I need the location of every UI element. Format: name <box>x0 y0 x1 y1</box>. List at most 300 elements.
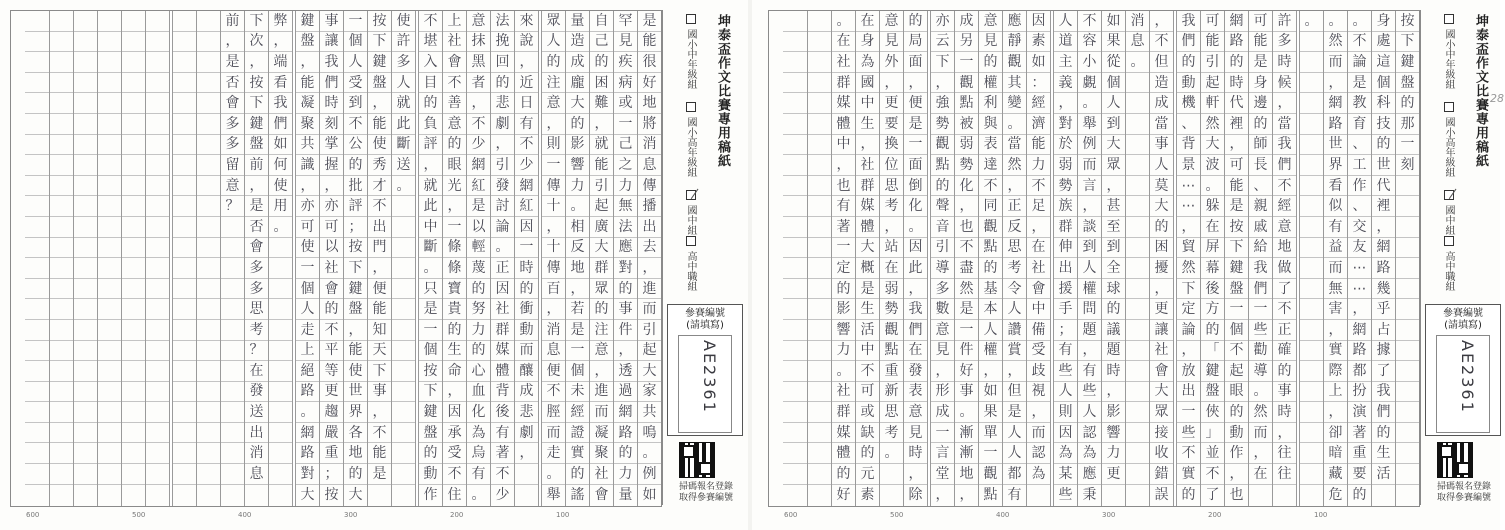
grid-cell <box>197 485 220 506</box>
grid-cell <box>98 258 121 279</box>
grid-cell: 便 <box>368 279 391 300</box>
grid-column <box>1248 11 1272 506</box>
grid-cell <box>50 52 73 73</box>
grid-cell: 的 <box>590 299 613 320</box>
grid-cell: 響 <box>1102 423 1125 444</box>
scan-note: 掃碼報名登錄 取得參賽編號 <box>1436 482 1491 503</box>
grid-column <box>1395 11 1419 506</box>
grid-column <box>343 11 367 506</box>
grid-cell: 作 <box>1225 443 1248 464</box>
grid-cell: 世 <box>1372 155 1395 176</box>
grid-cell: 的 <box>979 258 1002 279</box>
grid-cell: 化 <box>955 176 978 197</box>
grid-cell: 眼 <box>443 155 466 176</box>
grid-cell: 觀 <box>1003 52 1026 73</box>
grid-cell: 發 <box>904 361 927 382</box>
grid-cell: 基 <box>979 279 1002 300</box>
grid-cell: 觀 <box>955 73 978 94</box>
grid-cell: 批 <box>344 176 367 197</box>
grid-cell: 十 <box>542 196 565 217</box>
entry-id-value: AE2361 <box>700 340 719 414</box>
grid-cell: 一 <box>904 135 927 156</box>
grid-cell: 接 <box>1150 423 1173 444</box>
grid-cell: 。 <box>638 443 661 464</box>
grid-cell: 能 <box>368 114 391 135</box>
grid-cell: 網 <box>467 155 490 176</box>
checkbox[interactable] <box>686 14 696 24</box>
grid-cell: 可 <box>1225 155 1248 176</box>
grid-column <box>1371 11 1395 506</box>
grid-column <box>295 11 319 506</box>
grid-cell: 過 <box>614 382 637 403</box>
grid-cell <box>74 341 97 362</box>
grid-cell <box>50 114 73 135</box>
grid-cell: ， <box>880 217 903 238</box>
grid-cell: 能 <box>368 299 391 320</box>
entry-id-value: AE2361 <box>1458 340 1477 414</box>
grid-cell: 事 <box>955 382 978 403</box>
grid-cell: 悲 <box>515 402 538 423</box>
grade-option-elementary-middle[interactable] <box>1441 14 1456 89</box>
grid-cell: 站 <box>880 238 903 259</box>
grid-cell: 不 <box>955 238 978 259</box>
grid-cell: ， <box>1102 382 1125 403</box>
grid-cell: 導 <box>931 258 954 279</box>
grid-cell: 個 <box>419 341 442 362</box>
grid-cell: 正 <box>1273 320 1296 341</box>
grid-cell: 是 <box>566 320 589 341</box>
grid-cell: 們 <box>1177 32 1200 53</box>
grid-cell: 題 <box>1078 320 1101 341</box>
grid-cell: 凝 <box>590 423 613 444</box>
grid-cell: 而 <box>1078 155 1101 176</box>
grid-cell <box>146 135 169 156</box>
grid-cell: 是 <box>221 52 244 73</box>
grid-cell: 而 <box>542 423 565 444</box>
grid-cell <box>221 299 244 320</box>
grid-cell: 或 <box>856 402 879 423</box>
grid-cell: 按 <box>368 11 391 32</box>
grid-cell: 。 <box>269 217 292 238</box>
grid-cell: ， <box>1273 93 1296 114</box>
grid-cell: 下 <box>368 32 391 53</box>
scale-mark: 400 <box>238 511 252 519</box>
grid-cell: 元 <box>856 464 879 485</box>
grid-cell: 的 <box>1372 135 1395 156</box>
grid-cell: 的 <box>1177 52 1200 73</box>
grid-cell: 變 <box>1003 93 1026 114</box>
grid-cell <box>173 196 196 217</box>
grid-cell: 的 <box>1225 52 1248 73</box>
grid-cell: 的 <box>419 93 442 114</box>
grid-cell: 們 <box>320 73 343 94</box>
grid-cell <box>122 155 145 176</box>
grid-cell: 輕 <box>467 238 490 259</box>
grid-cell: 多 <box>245 258 268 279</box>
grid-cell: 透 <box>614 361 637 382</box>
grid-cell <box>1300 217 1323 238</box>
grid-cell: 鳴 <box>638 423 661 444</box>
grid-cell: ， <box>832 155 855 176</box>
grid-cell <box>173 135 196 156</box>
grid-cell: 抹 <box>467 32 490 53</box>
grid-cell: 、 <box>1348 135 1371 156</box>
grid-cell <box>74 217 97 238</box>
grid-cell: 界 <box>1324 155 1347 176</box>
grid-cell: 實 <box>1324 341 1347 362</box>
grid-cell: 討 <box>491 196 514 217</box>
grid-cell: 好 <box>638 73 661 94</box>
grid-cell: ⋯ <box>1177 196 1200 217</box>
grid-cell: ， <box>1324 73 1347 94</box>
grid-cell: 有 <box>491 423 514 444</box>
grid-cell: 能 <box>1249 32 1272 53</box>
grid-cell: 便 <box>904 93 927 114</box>
grid-cell: 疾 <box>614 52 637 73</box>
grid-cell: 能 <box>590 155 613 176</box>
grid-cell: 當 <box>1003 135 1026 156</box>
qr-code-icon[interactable] <box>1437 442 1473 478</box>
grid-cell: 力 <box>467 320 490 341</box>
grid-cell <box>74 279 97 300</box>
grid-cell: 路 <box>614 423 637 444</box>
grid-cell: 思 <box>245 299 268 320</box>
grid-cell <box>783 73 807 94</box>
grid-cell <box>74 11 97 32</box>
grid-cell: 義 <box>1054 73 1077 94</box>
grid-cell <box>122 176 145 197</box>
grid-cell: 按 <box>1225 217 1248 238</box>
grid-cell <box>221 443 244 464</box>
grid-cell: 有 <box>1054 341 1077 362</box>
grid-cell: 聚 <box>590 443 613 464</box>
grid-cell: 發 <box>491 176 514 197</box>
grid-cell: 或 <box>614 93 637 114</box>
grid-cell: 、 <box>1348 196 1371 217</box>
grade-option-junior-high[interactable] <box>1441 190 1456 235</box>
grid-cell: 科 <box>1372 93 1395 114</box>
grid-cell: 上 <box>443 11 466 32</box>
grid-cell <box>98 382 121 403</box>
grid-cell: 是 <box>1249 52 1272 73</box>
grid-cell: ， <box>1177 217 1200 238</box>
grid-cell: 面 <box>904 52 927 73</box>
grid-cell: 個 <box>1102 73 1125 94</box>
scale-mark: 200 <box>450 511 464 519</box>
grid-cell: 為 <box>1027 464 1050 485</box>
grid-cell: ， <box>904 73 927 94</box>
grid-cell: 地 <box>344 443 367 464</box>
grid-cell: 我 <box>1372 382 1395 403</box>
grid-cell: 應 <box>1078 464 1101 485</box>
grid-cell: 。 <box>491 238 514 259</box>
grid-cell: 負 <box>419 114 442 135</box>
grid-cell <box>1126 114 1149 135</box>
grid-cell <box>269 443 292 464</box>
grid-cell: 不 <box>856 361 879 382</box>
grid-cell <box>1300 485 1323 506</box>
grid-cell: 聲 <box>931 196 954 217</box>
grid-column <box>220 11 244 506</box>
grid-cell: 各 <box>344 423 367 444</box>
grid-cell: 困 <box>1150 238 1173 259</box>
grid-cell: 網 <box>515 176 538 197</box>
grade-label: 國小中年級組 <box>1443 29 1454 89</box>
grid-cell: 更 <box>880 93 903 114</box>
grid-cell: 而 <box>638 299 661 320</box>
grid-cell <box>783 464 807 485</box>
grid-cell: 看 <box>1324 176 1347 197</box>
grid-cell: 趨 <box>320 402 343 423</box>
entry-id-field[interactable] <box>1436 335 1490 433</box>
grid-cell <box>783 135 807 156</box>
grid-cell: 濟 <box>1027 114 1050 135</box>
grid-cell: 缺 <box>856 423 879 444</box>
grid-cell: 有 <box>1078 361 1101 382</box>
grid-cell: 。 <box>1201 176 1224 197</box>
grid-cell: 群 <box>856 176 879 197</box>
grid-cell: 下 <box>1177 279 1200 300</box>
grid-cell <box>1300 155 1323 176</box>
grid-cell: 命 <box>443 361 466 382</box>
grid-cell <box>146 443 169 464</box>
grid-cell: 上 <box>1324 382 1347 403</box>
grid-cell: 問 <box>1078 299 1101 320</box>
grid-cell <box>1300 464 1323 485</box>
grid-cell <box>50 238 73 259</box>
grade-option-elementary-middle[interactable] <box>683 14 698 89</box>
grid-cell: 消 <box>245 443 268 464</box>
grid-cell: 劇 <box>515 423 538 444</box>
grid-cell: 大 <box>1150 196 1173 217</box>
grid-cell: 釀 <box>515 361 538 382</box>
grid-cell: 意 <box>590 341 613 362</box>
grid-cell: 個 <box>296 279 319 300</box>
grid-cell: 大 <box>1102 135 1125 156</box>
grid-cell: 盤 <box>245 135 268 156</box>
grid-cell: 更 <box>1102 464 1125 485</box>
checkbox[interactable] <box>686 236 696 246</box>
grid-column <box>145 11 169 506</box>
grid-cell: 著 <box>491 443 514 464</box>
grid-cell: 去 <box>638 238 661 259</box>
form-sidebar-left <box>662 10 747 505</box>
grid-cell: 觀 <box>979 464 1002 485</box>
grid-cell: 體 <box>832 443 855 464</box>
grid-cell: 一 <box>1249 299 1272 320</box>
checkbox-checked[interactable] <box>1444 190 1454 200</box>
grid-cell: ⋯ <box>1348 279 1371 300</box>
grid-cell: 量 <box>618 486 633 503</box>
grid-cell <box>1126 135 1149 156</box>
grid-column <box>1347 11 1371 506</box>
grid-cell <box>25 485 49 506</box>
grid-cell <box>197 279 220 300</box>
grid-cell <box>50 155 73 176</box>
grid-cell <box>808 361 831 382</box>
grid-cell <box>1126 217 1149 238</box>
grid-cell <box>197 114 220 135</box>
grid-cell: 多 <box>931 279 954 300</box>
entry-id-field[interactable] <box>678 335 732 433</box>
grid-column <box>73 11 97 506</box>
grid-cell: 中 <box>856 93 879 114</box>
grid-cell <box>783 361 807 382</box>
grid-column <box>1101 11 1125 506</box>
grid-cell: 援 <box>1054 279 1077 300</box>
grid-cell <box>1300 341 1323 362</box>
grid-cell: 引 <box>638 320 661 341</box>
grid-cell: 傳 <box>542 176 565 197</box>
grid-cell <box>74 320 97 341</box>
grid-cell: 作 <box>423 486 438 503</box>
grid-cell <box>197 176 220 197</box>
grid-cell: 留 <box>221 155 244 176</box>
grid-cell <box>1126 155 1149 176</box>
grid-cell: 使 <box>344 361 367 382</box>
checkbox[interactable] <box>1444 102 1454 112</box>
grid-cell <box>808 11 831 32</box>
grid-cell: 秀 <box>368 155 391 176</box>
grid-cell: 考 <box>880 423 903 444</box>
grid-cell: ？ <box>245 341 268 362</box>
grid-cell <box>25 258 49 279</box>
grid-cell: 手 <box>1054 299 1077 320</box>
grid-cell <box>1126 73 1149 94</box>
grid-cell: 會 <box>1150 361 1173 382</box>
grid-cell: 貴 <box>443 299 466 320</box>
grid-cell: 的 <box>467 279 490 300</box>
grid-cell <box>221 361 244 382</box>
checkbox[interactable] <box>686 102 696 112</box>
grid-cell: 意 <box>979 11 1002 32</box>
grid-cell: 按 <box>344 238 367 259</box>
grid-cell: 云 <box>931 32 954 53</box>
grid-cell <box>808 32 831 53</box>
grid-cell: 而 <box>590 402 613 423</box>
grid-cell: 因 <box>1027 11 1050 32</box>
grid-cell: 表 <box>904 382 927 403</box>
grid-cell: 點 <box>955 93 978 114</box>
grid-cell: 蔑 <box>467 258 490 279</box>
grid-cell: 的 <box>832 464 855 485</box>
grid-cell: 近 <box>515 73 538 94</box>
grid-cell: 能 <box>296 73 319 94</box>
grid-cell: 是 <box>1225 196 1248 217</box>
grid-cell: 應 <box>1003 11 1026 32</box>
grid-cell <box>1249 485 1272 506</box>
grid-cell: 大 <box>300 486 315 503</box>
grid-cell: 媒 <box>491 341 514 362</box>
grid-cell: 中 <box>856 341 879 362</box>
checkbox-checked[interactable] <box>686 190 696 200</box>
grid-cell: 否 <box>221 73 244 94</box>
grid-cell: 因 <box>1054 423 1077 444</box>
grid-cell: 意 <box>443 114 466 135</box>
grid-cell <box>1300 196 1323 217</box>
qr-code-icon[interactable] <box>679 442 715 478</box>
grid-cell: 是 <box>955 299 978 320</box>
grid-cell: 法 <box>614 217 637 238</box>
grid-cell <box>808 114 831 135</box>
grid-cell <box>1126 443 1149 464</box>
grid-cell <box>1126 320 1149 341</box>
grade-option-senior-high[interactable] <box>683 236 698 291</box>
grid-cell <box>783 382 807 403</box>
grid-cell: 們 <box>269 114 292 135</box>
grid-cell <box>221 423 244 444</box>
grid-cell <box>221 258 244 279</box>
grid-cell: 時 <box>320 93 343 114</box>
grid-cell <box>50 402 73 423</box>
grid-cell: 眾 <box>590 279 613 300</box>
grid-cell <box>173 341 196 362</box>
grid-cell: 是 <box>856 279 879 300</box>
grid-cell: 那 <box>1396 114 1419 135</box>
grid-column <box>1002 11 1026 506</box>
grade-option-senior-high[interactable] <box>1441 236 1456 291</box>
grid-cell <box>221 217 244 238</box>
grid-cell <box>173 299 196 320</box>
grid-cell <box>1300 52 1323 73</box>
grid-cell: ， <box>931 73 954 94</box>
grid-cell: 會 <box>245 238 268 259</box>
grid-cell <box>392 258 415 279</box>
grid-cell <box>122 52 145 73</box>
grid-cell: 傳 <box>638 176 661 197</box>
grid-cell <box>74 464 97 485</box>
grid-cell: 一 <box>1225 299 1248 320</box>
grid-cell: 也 <box>1229 486 1244 503</box>
grid-cell <box>783 299 807 320</box>
grid-cell: ， <box>1102 176 1125 197</box>
grid-column <box>121 11 145 506</box>
grid-cell: 強 <box>931 93 954 114</box>
grid-cell: 生 <box>443 341 466 362</box>
grid-cell: 。 <box>1300 11 1323 32</box>
grid-cell <box>269 279 292 300</box>
grid-cell: 。 <box>1126 52 1149 73</box>
grid-column <box>1224 11 1248 506</box>
grid-cell: 至 <box>1102 217 1125 238</box>
grid-cell: 了 <box>1205 486 1220 503</box>
grid-cell <box>98 196 121 217</box>
checkbox[interactable] <box>1444 14 1454 24</box>
grid-cell <box>98 361 121 382</box>
grade-option-elementary-high[interactable] <box>683 102 698 177</box>
grid-cell <box>122 73 145 94</box>
grid-cell: 的 <box>1150 217 1173 238</box>
grid-cell: 媒 <box>832 93 855 114</box>
grid-cell: 不 <box>1273 176 1296 197</box>
grid-cell: 因 <box>515 217 538 238</box>
grid-cell: 送 <box>245 402 268 423</box>
grade-option-junior-high[interactable] <box>683 190 698 235</box>
grade-option-elementary-high[interactable] <box>1441 102 1456 177</box>
grade-label: 高中職組 <box>1443 251 1454 291</box>
grid-cell: 意 <box>221 176 244 197</box>
grid-cell: 球 <box>1102 279 1125 300</box>
grid-cell: 一 <box>614 114 637 135</box>
grid-cell: 能 <box>344 341 367 362</box>
grid-cell: 素 <box>860 486 875 503</box>
grid-cell: 小 <box>1078 52 1101 73</box>
grid-cell: 。 <box>832 361 855 382</box>
grid-cell <box>1300 258 1323 279</box>
grid-cell: ⋯ <box>1348 258 1371 279</box>
checkbox[interactable] <box>1444 236 1454 246</box>
grid-cell <box>173 238 196 259</box>
